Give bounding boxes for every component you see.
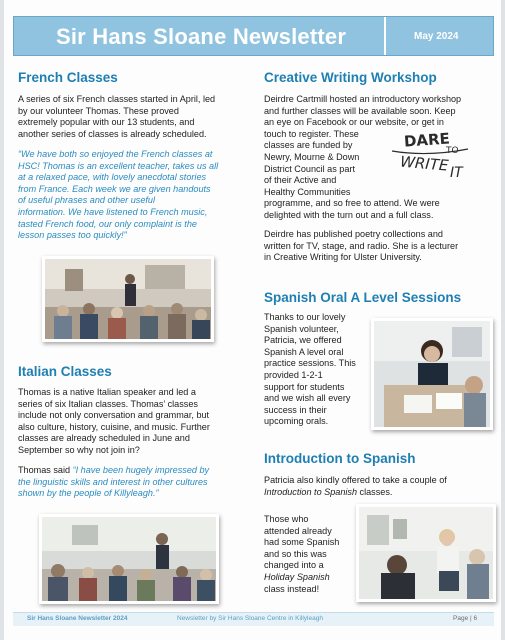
french-class-photo xyxy=(42,256,214,342)
logo-word-it: IT xyxy=(450,165,463,179)
text-line: attended already xyxy=(264,525,332,536)
text-line: touch to register. These xyxy=(264,128,359,139)
text-line: classes. xyxy=(357,486,393,497)
quote-intro: Thomas said xyxy=(18,465,73,475)
quote-line: shown by the people of Killyleagh.” xyxy=(18,488,159,499)
text-line: success in their xyxy=(264,404,327,415)
text-line: support for students xyxy=(264,381,345,392)
italian-heading: Italian Classes xyxy=(18,364,112,379)
footer-left: Sir Hans Sloane Newsletter 2024 xyxy=(27,615,128,622)
text-line: an eye on Facebook or our website, or get in xyxy=(264,117,444,128)
french-body xyxy=(18,94,250,140)
text-line: series of six Italian classes. Thomas’ classes xyxy=(18,398,198,409)
text-line: Thomas is a native Italian speaker and led a xyxy=(18,387,196,397)
text-line: Those who xyxy=(264,514,309,524)
intro-body-2 xyxy=(264,514,364,595)
header-divider xyxy=(384,17,386,55)
french-heading: French Classes xyxy=(18,70,118,85)
text-line: also culture, history, cuisine, and music. Further xyxy=(18,421,210,432)
italian-class-photo xyxy=(39,514,219,604)
text-line: another series of classes is already scheduled. xyxy=(18,128,207,139)
quote-line: information. We have listened to French music, xyxy=(18,206,208,217)
text-line: Deirdre has published poetry collections and xyxy=(264,229,443,239)
quote-line: tasted French food, our only complaint is the xyxy=(18,218,197,229)
text-line: Thanks to our lovely xyxy=(264,312,346,322)
text-line: programme, and so free to attend. We were xyxy=(264,198,440,209)
text-line: A series of six French classes started in April, led xyxy=(18,94,216,104)
text-line: include not only conversation and grammar, but xyxy=(18,410,210,421)
text-line: extremely popular with our 13 students, and xyxy=(18,117,195,128)
intro-heading: Introduction to Spanish xyxy=(264,451,416,466)
text-line: delighted with the turn out and a full class. xyxy=(264,209,434,220)
intro-body xyxy=(264,475,496,498)
quote-line: of useful phrases and other useful xyxy=(18,195,156,206)
text-line: in Creative Writing for Ulster University. xyxy=(264,252,422,263)
footer-center: Newsletter by Sir Hans Sloane Centre in Killyleagh xyxy=(177,615,323,622)
newsletter-header xyxy=(13,16,494,56)
french-quote xyxy=(18,149,254,242)
quote-line: “I have been hugely impressed by xyxy=(72,465,210,475)
text-line: provided 1-2-1 xyxy=(264,369,323,380)
text-line: of their Active and xyxy=(264,175,337,186)
text-line: Patricia also kindly offered to take a couple of xyxy=(264,475,447,485)
text-line: Spanish A level oral xyxy=(264,346,344,357)
italian-quote xyxy=(18,465,254,500)
quote-line: lesson passes too quickly!” xyxy=(18,230,127,241)
text-line: classes are already scheduled in June and xyxy=(18,433,190,444)
text-line: September so why not join in? xyxy=(18,444,140,455)
quote-line: HSC! Thomas is an excellent teacher, takes us all xyxy=(18,160,219,171)
newsletter-title: Sir Hans Sloane Newsletter xyxy=(56,24,347,49)
text-line: written for TV, stage, and radio. She is a lecturer xyxy=(264,240,459,251)
text-line: Deirdre Cartmill hosted an introductory workshop xyxy=(264,94,462,104)
text-line: District Council as part xyxy=(264,163,355,174)
logo-word-dare: DARE xyxy=(403,129,451,151)
spanish-body xyxy=(264,312,374,428)
text-line: and we wish all every xyxy=(264,393,351,404)
italian-body xyxy=(18,387,254,457)
creative-body-2 xyxy=(264,229,496,264)
dare-to-write-it-logo xyxy=(388,129,474,179)
quote-line: from France. Each week we are given handouts xyxy=(18,183,211,194)
newsletter-date: May 2024 xyxy=(414,31,459,42)
text-line: classes are funded by xyxy=(264,140,353,151)
creative-heading: Creative Writing Workshop xyxy=(264,70,437,85)
quote-line: “We have both so enjoyed the French classes at xyxy=(18,149,213,159)
text-line: class instead! xyxy=(264,583,320,594)
italic-title: Holiday Spanish xyxy=(264,571,330,582)
quote-line: the linguistic skills and interest in other cultures xyxy=(18,476,208,487)
text-line: Healthy Communities xyxy=(264,186,351,197)
italic-title: Introduction to Spanish xyxy=(264,486,358,497)
intro-spanish-photo xyxy=(356,504,496,602)
text-line: and further classes will be available soon. Keep xyxy=(264,105,456,116)
text-line: Spanish volunteer, xyxy=(264,323,339,334)
text-line: practice sessions. This xyxy=(264,358,356,369)
spanish-session-photo xyxy=(371,318,493,430)
text-line: changed into a xyxy=(264,560,324,571)
logo-word-write: WRITE xyxy=(399,152,450,175)
spanish-heading: Spanish Oral A Level Sessions xyxy=(264,290,462,305)
quote-line: at a relaxed pace, with lovely anecdotal stories xyxy=(18,172,207,183)
footer-page-number: Page | 6 xyxy=(453,615,478,622)
text-line: and so this was xyxy=(264,548,327,559)
text-line: by our volunteer Thomas. These proved xyxy=(18,105,179,116)
logo-word-to: TO xyxy=(446,146,459,156)
text-line: had some Spanish xyxy=(264,537,340,548)
text-line: Newry, Mourne & Down xyxy=(264,151,360,162)
newsletter-page xyxy=(4,0,501,640)
text-line: upcoming orals. xyxy=(264,416,329,427)
text-line: Patricia, we offered xyxy=(264,335,342,346)
page-footer xyxy=(13,612,494,626)
